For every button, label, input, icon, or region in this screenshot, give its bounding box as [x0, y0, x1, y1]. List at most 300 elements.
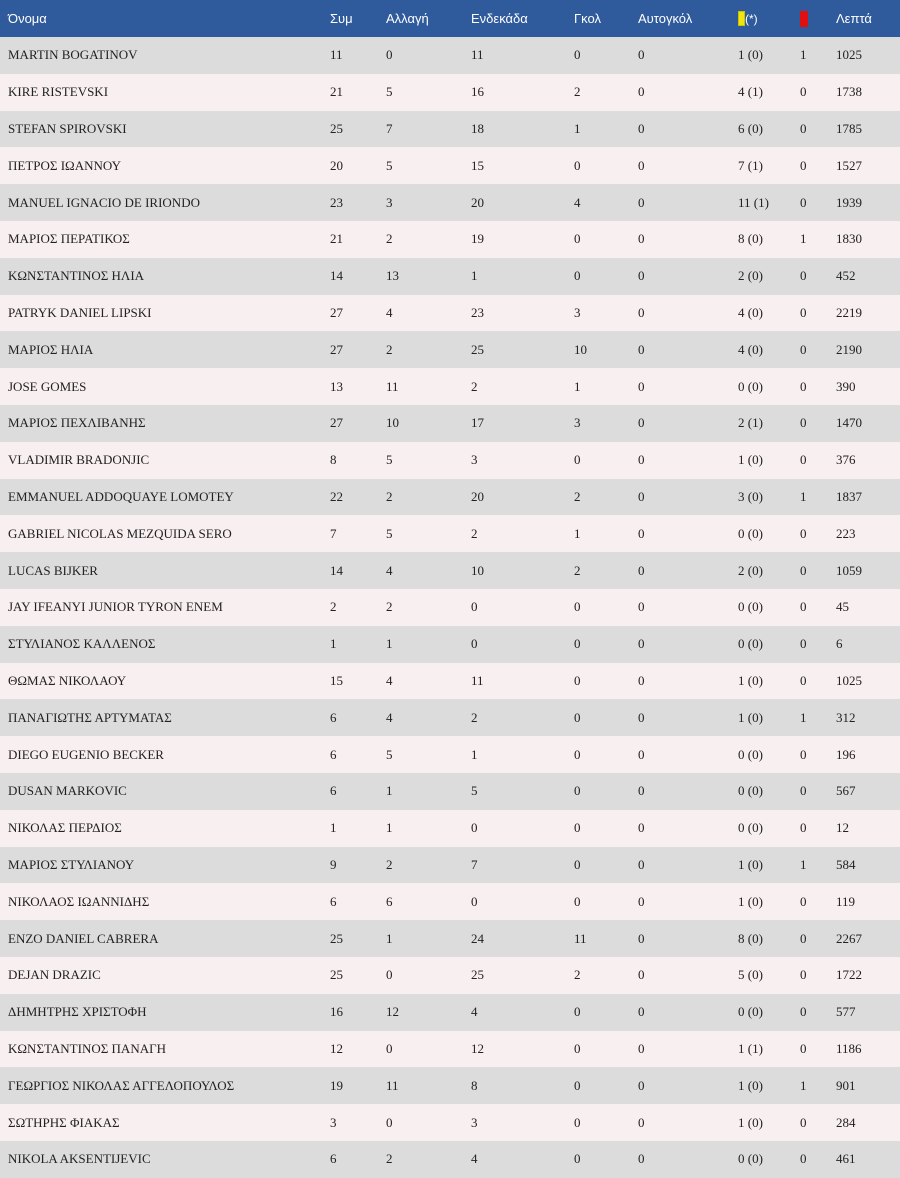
table-row [0, 1031, 900, 1068]
starting-cell: 20 [471, 194, 484, 210]
substitute-cell: 2 [386, 599, 393, 615]
goals-cell: 0 [574, 783, 581, 799]
appearances-cell: 20 [330, 157, 343, 173]
starting-cell: 2 [471, 709, 478, 725]
goals-cell: 2 [574, 562, 581, 578]
substitute-cell: 5 [386, 84, 393, 100]
player-name[interactable]: ΜΑΡΙΟΣ ΣΤΥΛΙΑΝΟΥ [8, 856, 135, 872]
minutes-cell: 584 [836, 856, 856, 872]
substitute-cell: 2 [386, 1151, 393, 1167]
player-name[interactable]: MARTIN BOGATINOV [8, 47, 138, 63]
red-cards-cell: 0 [800, 378, 807, 394]
yellow-card-note: (*) [745, 12, 758, 26]
red-cards-cell: 0 [800, 84, 807, 100]
starting-cell: 11 [471, 47, 484, 63]
minutes-cell: 390 [836, 378, 856, 394]
starting-cell: 19 [471, 231, 484, 247]
substitute-cell: 2 [386, 231, 393, 247]
player-name[interactable]: STEFAN SPIROVSKI [8, 120, 127, 136]
starting-cell: 4 [471, 1004, 478, 1020]
goals-cell: 0 [574, 820, 581, 836]
goals-cell: 0 [574, 452, 581, 468]
appearances-cell: 15 [330, 672, 343, 688]
minutes-cell: 1025 [836, 672, 862, 688]
red-card-icon [800, 11, 808, 27]
yellow-cards-cell: 3 (0) [738, 488, 763, 504]
appearances-cell: 22 [330, 488, 343, 504]
yellow-cards-cell: 0 (0) [738, 636, 763, 652]
goals-cell: 0 [574, 1004, 581, 1020]
substitute-cell: 13 [386, 268, 399, 284]
table-row [0, 368, 900, 405]
player-name[interactable]: ΜΑΡΙΟΣ ΠΕΡΑΤΙΚΟΣ [8, 231, 130, 247]
yellow-cards-cell: 2 (0) [738, 562, 763, 578]
substitute-cell: 4 [386, 304, 393, 320]
goals-cell: 0 [574, 231, 581, 247]
yellow-cards-cell: 0 (0) [738, 1004, 763, 1020]
col-header-substitute[interactable]: Αλλαγή [386, 11, 429, 26]
starting-cell: 3 [471, 1114, 478, 1130]
own-goals-cell: 0 [638, 341, 645, 357]
own-goals-cell: 0 [638, 378, 645, 394]
player-name[interactable]: JAY IFEANYI JUNIOR TYRON ENEM [8, 599, 223, 615]
own-goals-cell: 0 [638, 1114, 645, 1130]
red-cards-cell: 0 [800, 120, 807, 136]
minutes-cell: 1059 [836, 562, 862, 578]
starting-cell: 16 [471, 84, 484, 100]
appearances-cell: 2 [330, 599, 337, 615]
appearances-cell: 1 [330, 636, 337, 652]
starting-cell: 20 [471, 488, 484, 504]
minutes-cell: 1025 [836, 47, 862, 63]
starting-cell: 0 [471, 599, 478, 615]
goals-cell: 0 [574, 47, 581, 63]
yellow-cards-cell: 1 (0) [738, 709, 763, 725]
minutes-cell: 452 [836, 268, 856, 284]
red-cards-cell: 0 [800, 1040, 807, 1056]
starting-cell: 18 [471, 120, 484, 136]
own-goals-cell: 0 [638, 194, 645, 210]
red-cards-cell: 0 [800, 415, 807, 431]
player-name[interactable]: MANUEL IGNACIO DE IRIONDO [8, 194, 200, 210]
appearances-cell: 25 [330, 967, 343, 983]
yellow-cards-cell: 1 (0) [738, 47, 763, 63]
col-header-red-cards[interactable] [800, 0, 836, 37]
starting-cell: 17 [471, 415, 484, 431]
col-header-goals[interactable]: Γκολ [574, 11, 601, 26]
substitute-cell: 1 [386, 783, 393, 799]
substitute-cell: 4 [386, 672, 393, 688]
substitute-cell: 12 [386, 1004, 399, 1020]
table-row [0, 1067, 900, 1104]
red-cards-cell: 0 [800, 562, 807, 578]
appearances-cell: 3 [330, 1114, 337, 1130]
table-row [0, 1104, 900, 1141]
minutes-cell: 12 [836, 820, 849, 836]
own-goals-cell: 0 [638, 1040, 645, 1056]
red-cards-cell: 0 [800, 1151, 807, 1167]
substitute-cell: 5 [386, 525, 393, 541]
table-row [0, 810, 900, 847]
red-cards-cell: 1 [800, 231, 807, 247]
table-row [0, 699, 900, 736]
starting-cell: 2 [471, 525, 478, 541]
player-name[interactable]: DIEGO EUGENIO BECKER [8, 746, 164, 762]
starting-cell: 15 [471, 157, 484, 173]
appearances-cell: 25 [330, 120, 343, 136]
red-cards-cell: 1 [800, 47, 807, 63]
appearances-cell: 13 [330, 378, 343, 394]
minutes-cell: 376 [836, 452, 856, 468]
yellow-cards-cell: 2 (1) [738, 415, 763, 431]
red-cards-cell: 0 [800, 157, 807, 173]
table-header-row [0, 0, 900, 37]
yellow-cards-cell: 2 (0) [738, 268, 763, 284]
starting-cell: 0 [471, 820, 478, 836]
player-name[interactable]: EMMANUEL ADDOQUAYE LOMOTEY [8, 488, 234, 504]
player-name[interactable]: ΔΗΜΗΤΡΗΣ ΧΡΙΣΤΟΦΗ [8, 1004, 147, 1020]
own-goals-cell: 0 [638, 930, 645, 946]
starting-cell: 1 [471, 746, 478, 762]
player-name[interactable]: ΘΩΜΑΣ ΝΙΚΟΛΑΟΥ [8, 672, 127, 688]
substitute-cell: 1 [386, 820, 393, 836]
yellow-cards-cell: 1 (0) [738, 893, 763, 909]
table-row [0, 515, 900, 552]
table-row [0, 883, 900, 920]
col-header-name[interactable]: Όνομα [8, 11, 47, 26]
goals-cell: 3 [574, 415, 581, 431]
player-name[interactable]: ENZO DANIEL CABRERA [8, 930, 159, 946]
minutes-cell: 901 [836, 1077, 856, 1093]
appearances-cell: 7 [330, 525, 337, 541]
col-header-own-goals[interactable]: Αυτογκόλ [638, 11, 693, 26]
own-goals-cell: 0 [638, 488, 645, 504]
red-cards-cell: 0 [800, 194, 807, 210]
substitute-cell: 5 [386, 452, 393, 468]
own-goals-cell: 0 [638, 599, 645, 615]
minutes-cell: 196 [836, 746, 856, 762]
starting-cell: 12 [471, 1040, 484, 1056]
goals-cell: 4 [574, 194, 581, 210]
player-name[interactable]: ΝΙΚΟΛΑΣ ΠΕΡΔΙΟΣ [8, 820, 122, 836]
player-name[interactable]: NIKOLA AKSENTIJEVIC [8, 1151, 151, 1167]
player-name[interactable]: ΜΑΡΙΟΣ ΠΕΧΛΙΒΑΝΗΣ [8, 415, 146, 431]
starting-cell: 2 [471, 378, 478, 394]
substitute-cell: 1 [386, 636, 393, 652]
col-header-appearances[interactable]: Συμ [330, 11, 353, 26]
minutes-cell: 1470 [836, 415, 862, 431]
yellow-cards-cell: 0 (0) [738, 746, 763, 762]
yellow-cards-cell: 4 (1) [738, 84, 763, 100]
starting-cell: 10 [471, 562, 484, 578]
own-goals-cell: 0 [638, 1004, 645, 1020]
goals-cell: 0 [574, 268, 581, 284]
substitute-cell: 0 [386, 47, 393, 63]
table-row [0, 331, 900, 368]
col-header-yellow-cards[interactable] [738, 0, 800, 37]
goals-cell: 0 [574, 746, 581, 762]
substitute-cell: 11 [386, 378, 399, 394]
player-name[interactable]: DEJAN DRAZIC [8, 967, 101, 983]
yellow-cards-cell: 1 (0) [738, 672, 763, 688]
red-cards-cell: 0 [800, 1114, 807, 1130]
own-goals-cell: 0 [638, 120, 645, 136]
player-name[interactable]: ΣΤΥΛΙΑΝΟΣ ΚΑΛΛΕΝΟΣ [8, 636, 156, 652]
table-row [0, 295, 900, 332]
red-cards-cell: 0 [800, 268, 807, 284]
red-cards-cell: 0 [800, 599, 807, 615]
substitute-cell: 5 [386, 157, 393, 173]
own-goals-cell: 0 [638, 709, 645, 725]
appearances-cell: 9 [330, 856, 337, 872]
own-goals-cell: 0 [638, 1077, 645, 1093]
minutes-cell: 1722 [836, 967, 862, 983]
player-name[interactable]: ΠΕΤΡΟΣ ΙΩΑΝΝΟΥ [8, 157, 121, 173]
red-cards-cell: 1 [800, 856, 807, 872]
appearances-cell: 6 [330, 893, 337, 909]
goals-cell: 0 [574, 672, 581, 688]
starting-cell: 3 [471, 452, 478, 468]
appearances-cell: 23 [330, 194, 343, 210]
player-name[interactable]: PATRYK DANIEL LIPSKI [8, 304, 152, 320]
goals-cell: 1 [574, 378, 581, 394]
yellow-cards-cell: 4 (0) [738, 304, 763, 320]
table-row [0, 147, 900, 184]
minutes-cell: 2219 [836, 304, 862, 320]
own-goals-cell: 0 [638, 893, 645, 909]
red-cards-cell: 1 [800, 488, 807, 504]
minutes-cell: 1186 [836, 1040, 862, 1056]
own-goals-cell: 0 [638, 525, 645, 541]
minutes-cell: 461 [836, 1151, 856, 1167]
red-cards-cell: 1 [800, 709, 807, 725]
yellow-cards-cell: 0 (0) [738, 378, 763, 394]
appearances-cell: 8 [330, 452, 337, 468]
goals-cell: 0 [574, 1151, 581, 1167]
red-cards-cell: 0 [800, 525, 807, 541]
goals-cell: 2 [574, 488, 581, 504]
own-goals-cell: 0 [638, 268, 645, 284]
appearances-cell: 12 [330, 1040, 343, 1056]
appearances-cell: 25 [330, 930, 343, 946]
red-cards-cell: 0 [800, 672, 807, 688]
table-row [0, 37, 900, 74]
own-goals-cell: 0 [638, 84, 645, 100]
appearances-cell: 11 [330, 47, 343, 63]
starting-cell: 1 [471, 268, 478, 284]
appearances-cell: 27 [330, 341, 343, 357]
player-name[interactable]: ΝΙΚΟΛΑΟΣ ΙΩΑΝΝΙΔΗΣ [8, 893, 150, 909]
substitute-cell: 0 [386, 1040, 393, 1056]
minutes-cell: 2190 [836, 341, 862, 357]
appearances-cell: 6 [330, 746, 337, 762]
appearances-cell: 6 [330, 1151, 337, 1167]
yellow-cards-cell: 1 (0) [738, 1077, 763, 1093]
substitute-cell: 4 [386, 562, 393, 578]
red-cards-cell: 0 [800, 893, 807, 909]
starting-cell: 0 [471, 893, 478, 909]
minutes-cell: 567 [836, 783, 856, 799]
yellow-cards-cell: 8 (0) [738, 930, 763, 946]
goals-cell: 10 [574, 341, 587, 357]
table-row [0, 74, 900, 111]
yellow-cards-cell: 0 (0) [738, 599, 763, 615]
goals-cell: 1 [574, 525, 581, 541]
red-cards-cell: 0 [800, 341, 807, 357]
player-name[interactable]: ΓΕΩΡΓΙΟΣ ΝΙΚΟΛΑΣ ΑΓΓΕΛΟΠΟΥΛΟΣ [8, 1077, 235, 1093]
starting-cell: 8 [471, 1077, 478, 1093]
minutes-cell: 45 [836, 599, 849, 615]
goals-cell: 0 [574, 1077, 581, 1093]
red-cards-cell: 0 [800, 967, 807, 983]
appearances-cell: 1 [330, 820, 337, 836]
red-cards-cell: 0 [800, 930, 807, 946]
minutes-cell: 1837 [836, 488, 862, 504]
starting-cell: 11 [471, 672, 484, 688]
table-row [0, 589, 900, 626]
yellow-cards-cell: 7 (1) [738, 157, 763, 173]
substitute-cell: 7 [386, 120, 393, 136]
starting-cell: 7 [471, 856, 478, 872]
minutes-cell: 223 [836, 525, 856, 541]
table-row [0, 626, 900, 663]
minutes-cell: 1830 [836, 231, 862, 247]
player-name[interactable]: ΜΑΡΙΟΣ ΗΛΙΑ [8, 341, 94, 357]
own-goals-cell: 0 [638, 820, 645, 836]
player-name[interactable]: ΚΩΝΣΤΑΝΤΙΝΟΣ ΠΑΝΑΓΗ [8, 1040, 166, 1056]
goals-cell: 0 [574, 599, 581, 615]
own-goals-cell: 0 [638, 231, 645, 247]
red-cards-cell: 0 [800, 452, 807, 468]
player-name[interactable]: JOSE GOMES [8, 378, 87, 394]
appearances-cell: 27 [330, 415, 343, 431]
own-goals-cell: 0 [638, 415, 645, 431]
substitute-cell: 2 [386, 856, 393, 872]
substitute-cell: 6 [386, 893, 393, 909]
appearances-cell: 6 [330, 709, 337, 725]
player-name[interactable]: LUCAS BIJKER [8, 562, 98, 578]
minutes-cell: 6 [836, 636, 843, 652]
goals-cell: 0 [574, 709, 581, 725]
yellow-cards-cell: 6 (0) [738, 120, 763, 136]
yellow-cards-cell: 11 (1) [738, 194, 769, 210]
table-row [0, 773, 900, 810]
goals-cell: 0 [574, 636, 581, 652]
table-row [0, 663, 900, 700]
table-row [0, 552, 900, 589]
col-header-starting[interactable]: Ενδεκάδα [471, 11, 528, 26]
appearances-cell: 14 [330, 562, 343, 578]
minutes-cell: 119 [836, 893, 856, 909]
goals-cell: 3 [574, 304, 581, 320]
starting-cell: 0 [471, 636, 478, 652]
minutes-cell: 284 [836, 1114, 856, 1130]
red-cards-cell: 0 [800, 1004, 807, 1020]
minutes-cell: 1785 [836, 120, 862, 136]
player-name[interactable]: DUSAN MARKOVIC [8, 783, 127, 799]
substitute-cell: 11 [386, 1077, 399, 1093]
appearances-cell: 21 [330, 84, 343, 100]
own-goals-cell: 0 [638, 636, 645, 652]
substitute-cell: 0 [386, 967, 393, 983]
own-goals-cell: 0 [638, 304, 645, 320]
yellow-cards-cell: 1 (0) [738, 856, 763, 872]
red-cards-cell: 0 [800, 304, 807, 320]
minutes-cell: 1527 [836, 157, 862, 173]
player-name[interactable]: ΚΩΝΣΤΑΝΤΙΝΟΣ ΗΛΙΑ [8, 268, 145, 284]
goals-cell: 2 [574, 84, 581, 100]
yellow-cards-cell: 0 (0) [738, 783, 763, 799]
goals-cell: 0 [574, 1040, 581, 1056]
appearances-cell: 19 [330, 1077, 343, 1093]
table-row [0, 258, 900, 295]
table-row [0, 111, 900, 148]
player-name[interactable]: GABRIEL NICOLAS MEZQUIDA SERO [8, 525, 232, 541]
goals-cell: 1 [574, 120, 581, 136]
minutes-cell: 2267 [836, 930, 862, 946]
substitute-cell: 2 [386, 488, 393, 504]
yellow-cards-cell: 0 (0) [738, 1151, 763, 1167]
table-row [0, 442, 900, 479]
red-cards-cell: 1 [800, 1077, 807, 1093]
yellow-cards-cell: 0 (0) [738, 820, 763, 836]
yellow-cards-cell: 1 (0) [738, 1114, 763, 1130]
starting-cell: 23 [471, 304, 484, 320]
player-name[interactable]: ΣΩΤΗΡΗΣ ΦΙΑΚΑΣ [8, 1114, 120, 1130]
minutes-cell: 312 [836, 709, 856, 725]
own-goals-cell: 0 [638, 746, 645, 762]
player-name[interactable]: KIRE RISTEVSKI [8, 84, 109, 100]
starting-cell: 5 [471, 783, 478, 799]
substitute-cell: 1 [386, 930, 393, 946]
col-header-minutes[interactable]: Λεπτά [836, 11, 872, 26]
substitute-cell: 3 [386, 194, 393, 210]
table-row [0, 736, 900, 773]
yellow-card-icon [738, 11, 745, 26]
minutes-cell: 1939 [836, 194, 862, 210]
appearances-cell: 6 [330, 783, 337, 799]
substitute-cell: 0 [386, 1114, 393, 1130]
appearances-cell: 27 [330, 304, 343, 320]
goals-cell: 0 [574, 157, 581, 173]
own-goals-cell: 0 [638, 672, 645, 688]
appearances-cell: 16 [330, 1004, 343, 1020]
goals-cell: 11 [574, 930, 587, 946]
starting-cell: 4 [471, 1151, 478, 1167]
red-cards-cell: 0 [800, 783, 807, 799]
substitute-cell: 10 [386, 415, 399, 431]
goals-cell: 2 [574, 967, 581, 983]
own-goals-cell: 0 [638, 157, 645, 173]
table-row [0, 184, 900, 221]
player-name[interactable]: ΠΑΝΑΓΙΩΤΗΣ ΑΡΤΥΜΑΤΑΣ [8, 709, 172, 725]
table-row [0, 1141, 900, 1178]
substitute-cell: 4 [386, 709, 393, 725]
goals-cell: 0 [574, 1114, 581, 1130]
red-cards-cell: 0 [800, 636, 807, 652]
minutes-cell: 577 [836, 1004, 856, 1020]
yellow-cards-cell: 1 (1) [738, 1040, 763, 1056]
substitute-cell: 2 [386, 341, 393, 357]
table-row [0, 405, 900, 442]
own-goals-cell: 0 [638, 452, 645, 468]
player-name[interactable]: VLADIMIR BRADONJIC [8, 452, 150, 468]
own-goals-cell: 0 [638, 783, 645, 799]
appearances-cell: 21 [330, 231, 343, 247]
own-goals-cell: 0 [638, 1151, 645, 1167]
starting-cell: 24 [471, 930, 484, 946]
appearances-cell: 14 [330, 268, 343, 284]
